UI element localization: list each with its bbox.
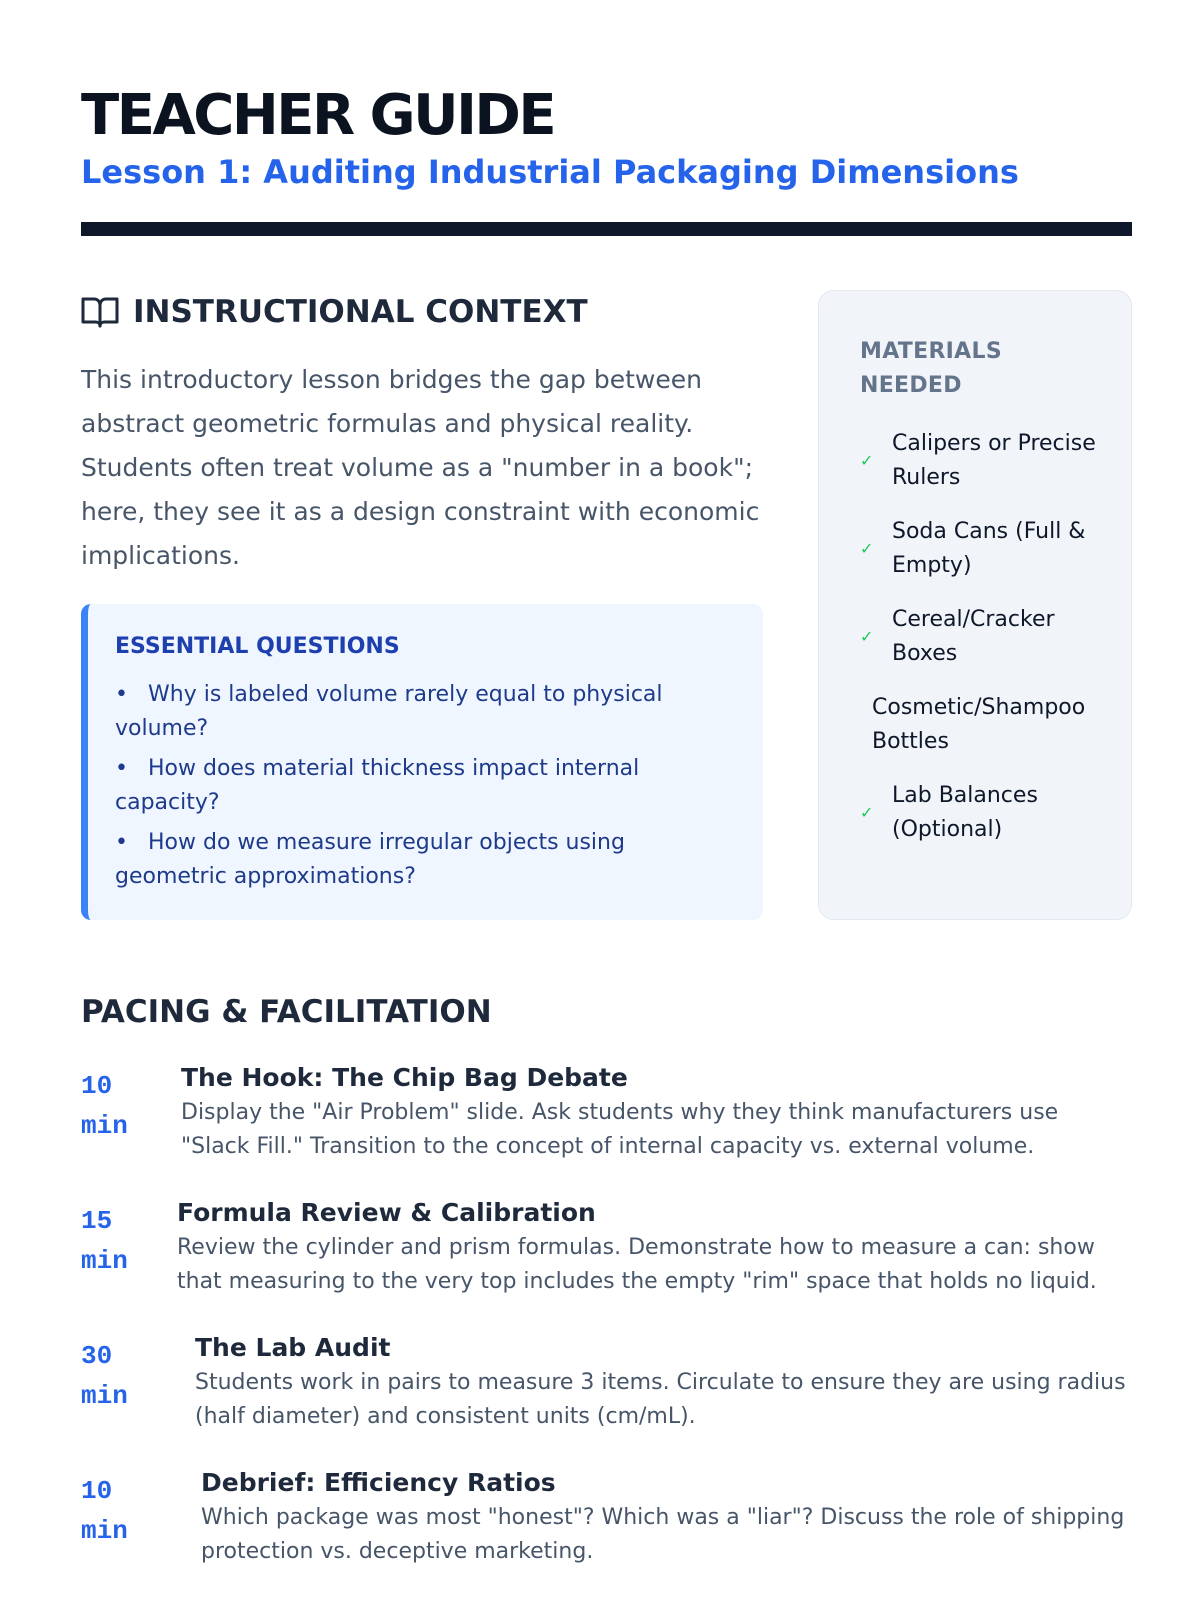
pacing-step-title: The Hook: The Chip Bag Debate [181,1063,628,1092]
essential-questions-title: ESSENTIAL QUESTIONS [115,634,400,659]
materials-list [860,427,1111,847]
material-item [860,427,1111,495]
pacing-step-body [181,1060,1132,1164]
material-item [860,515,1111,583]
pacing-step [81,1195,1132,1299]
material-label: Cereal/Cracker Boxes [892,607,1055,666]
essential-question-text: Why is labeled volume rarely equal to physical volume? [115,682,663,741]
pacing-duration: 15 min [81,1206,128,1276]
essential-question-text: How does material thickness impact internal capacity? [115,756,640,815]
lesson-subtitle: Lesson 1: Auditing Industrial Packaging Dimensions [81,153,1019,191]
bullet-icon: • [115,682,128,707]
instructional-context-text: This introductory lesson bridges the gap between abstract geometric formulas and physical reality. Students often treat volume as a "number in a book"; here, they see it as a design constraint with economic implications. [81,365,760,570]
essential-questions-box [81,604,763,920]
pacing-step-description: Review the cylinder and prism formulas. Demonstrate how to measure a can: show that measuring to the very top includes the empty "rim" space that holds no liquid. [177,1235,1097,1294]
bullet-icon: • [115,830,128,855]
check-icon: ✓ [860,627,874,646]
pacing-heading: PACING & FACILITATION [81,994,492,1030]
check-icon: ✓ [860,803,874,822]
pacing-step-body [177,1195,1132,1299]
pacing-step [81,1465,1132,1569]
check-icon: ✓ [860,451,874,470]
material-item [860,603,1111,671]
pacing-step-title: Debrief: Efficiency Ratios [201,1468,556,1497]
check-icon: ✓ [860,539,874,558]
book-open-icon [81,295,119,329]
material-label: Lab Balances (Optional) [892,783,1038,842]
pacing-duration: 10 min [81,1071,128,1141]
essential-question-item [115,678,733,746]
material-item [860,779,1111,847]
pacing-step-title: The Lab Audit [195,1333,391,1362]
pacing-step-description: Display the "Air Problem" slide. Ask students why they think manufacturers use "Slack Fill." Transition to the concept of internal capacity vs. external volume. [181,1100,1059,1159]
pacing-step-description: Which package was most "honest"? Which was a "liar"? Discuss the role of shipping protection vs. deceptive marketing. [201,1505,1125,1564]
essential-questions-list [115,678,733,894]
header-divider [81,222,1132,236]
material-label: Calipers or Precise Rulers [892,431,1096,490]
page-title: TEACHER GUIDE [81,83,555,148]
material-label: Soda Cans (Full & Empty) [892,519,1086,578]
essential-question-text: How do we measure irregular objects using geometric approximations? [115,830,625,889]
bullet-icon: • [115,756,128,781]
material-label: Cosmetic/Shampoo Bottles [872,695,1086,754]
essential-question-item [115,752,733,820]
materials-card [818,290,1132,920]
pacing-duration: 10 min [81,1476,128,1546]
pacing-step-body [201,1465,1132,1569]
pacing-step [81,1060,1132,1164]
pacing-step-title: Formula Review & Calibration [177,1198,596,1227]
pacing-step-body [195,1330,1132,1434]
pacing-step [81,1330,1132,1434]
material-item [860,691,1111,759]
essential-question-item [115,826,733,894]
pacing-duration: 30 min [81,1341,128,1411]
instructional-context-heading [81,292,588,332]
instructional-context-label: INSTRUCTIONAL CONTEXT [133,294,588,330]
materials-title: MATERIALS NEEDED [860,339,1002,398]
pacing-step-description: Students work in pairs to measure 3 items. Circulate to ensure they are using radius (half diameter) and consistent units (cm/mL). [195,1370,1126,1429]
